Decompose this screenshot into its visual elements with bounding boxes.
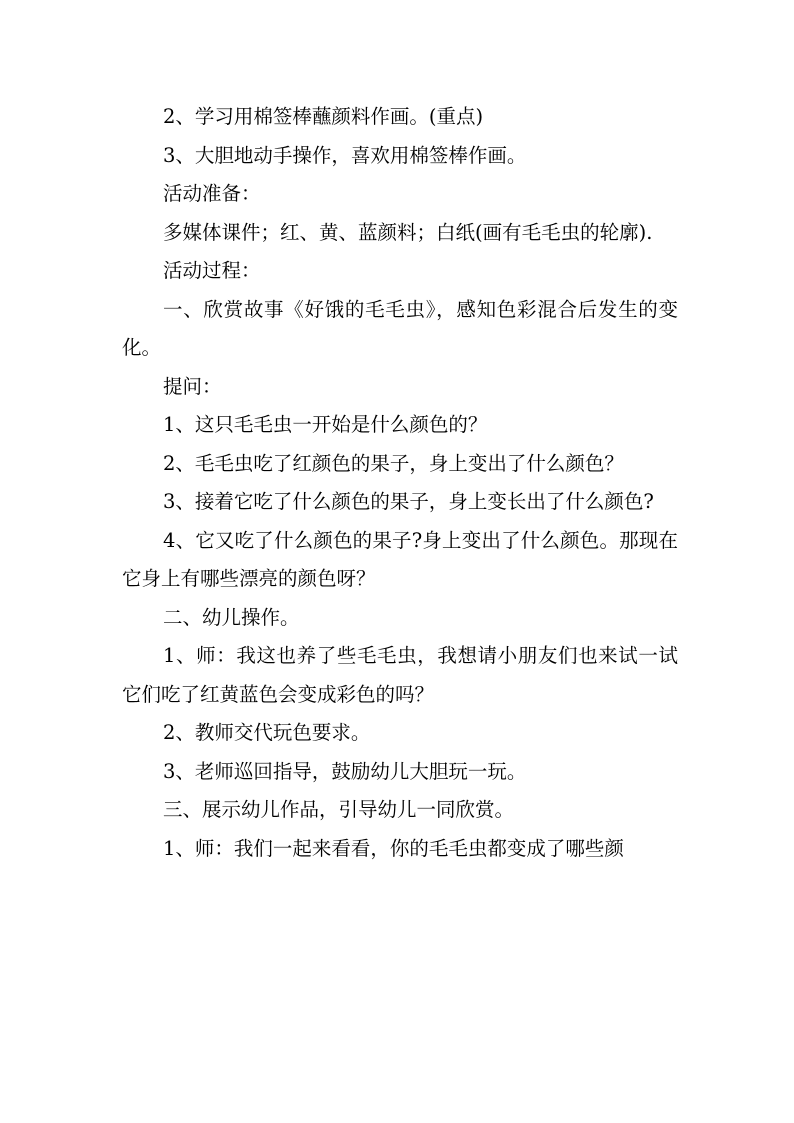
paragraph-objective-3: 3、大胆地动手操作，喜欢用棉签棒作画。 (163, 143, 527, 167)
heading-activity-process: 活动过程： (163, 259, 261, 282)
question-2: 2、毛毛虫吃了红颜色的果子，身上变出了什么颜色？ (163, 451, 624, 475)
showcase-item-1: 1、师：我们一起来看看，你的毛毛虫都变成了哪些颜 (163, 836, 624, 860)
paragraph-step-2-operation: 二、幼儿操作。 (163, 605, 300, 629)
operation-item-3: 3、老师巡回指导，鼓励幼儿大胆玩一玩。 (163, 759, 527, 783)
question-3: 3、接着它吃了什么颜色的果子，身上变长出了什么颜色? (163, 490, 654, 513)
paragraph-objective-2: 2、学习用棉签棒蘸颜料作画。(重点) (163, 105, 484, 128)
document-body (122, 98, 678, 868)
paragraph-step-3-showcase: 三、展示幼儿作品，引导幼儿一同欣赏。 (163, 798, 515, 821)
operation-item-1: 1、师：我这也养了些毛毛虫，我想请小朋友们也来试一试它们吃了红黄蓝色会变成彩色的吗？ (122, 644, 678, 706)
question-4: 4、它又吃了什么颜色的果子?身上变出了什么颜色。那现在它身上有哪些漂亮的颜色呀？ (122, 528, 678, 590)
question-1: 1、这只毛毛虫一开始是什么颜色的？ (163, 413, 488, 436)
heading-questions: 提问： (163, 374, 222, 398)
operation-item-2: 2、教师交代玩色要求。 (163, 721, 371, 744)
heading-activity-preparation: 活动准备： (163, 182, 261, 205)
paragraph-materials: 多媒体课件；红、黄、蓝颜料；白纸(画有毛毛虫的轮廓). (163, 220, 653, 244)
paragraph-step-1-story: 一、欣赏故事《好饿的毛毛虫》，感知色彩混合后发生的变化。 (122, 297, 678, 359)
